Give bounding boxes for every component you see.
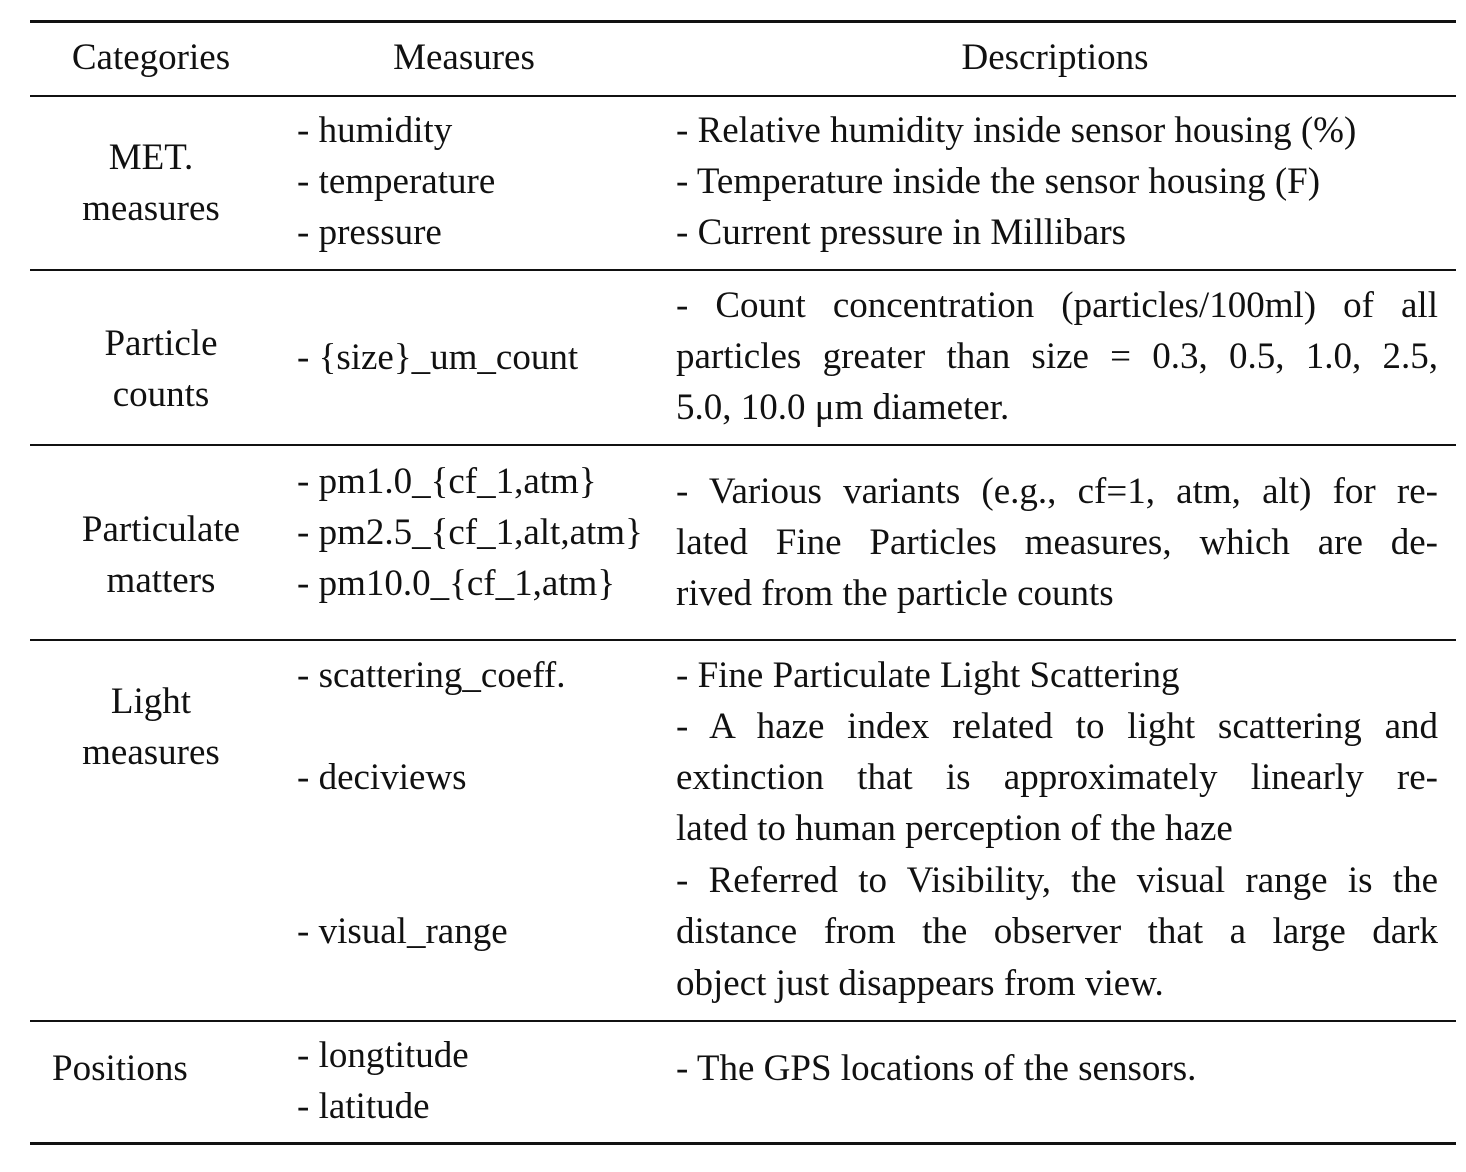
description-cell: - A haze index related to light scattering and [676,706,1438,747]
category-cell: measures [82,732,220,773]
description-cell: - Fine Particulate Light Scattering [676,655,1180,696]
description-cell: - Count concentration (particles/100ml) of all [676,285,1438,326]
measure-cell: - pm2.5_{cf_1,alt,atm} [297,512,643,553]
header-categories: Categories [71,37,231,78]
measure-cell: - temperature [297,161,496,202]
measure-cell: - deciviews [297,757,467,798]
description-cell: - Relative humidity inside sensor housing (%) [676,110,1357,151]
description-cell: particles greater than size = 0.3, 0.5, 1.0, 2.5, [676,336,1438,377]
category-cell: matters [106,560,216,601]
measure-cell: - pressure [297,212,442,253]
category-cell: Particle [104,323,218,364]
description-cell: extinction that is approximately linearly re- [676,757,1438,798]
measure-cell: - visual_range [297,911,508,952]
header-rule [30,95,1456,97]
measure-cell: - {size}_um_count [297,337,579,378]
header-measures: Measures [393,37,535,78]
category-cell: counts [112,374,210,415]
description-cell: - Temperature inside the sensor housing (F) [676,161,1321,202]
top-rule [30,20,1456,23]
category-cell: Positions [52,1048,188,1089]
description-cell: lated Fine Particles measures, which are de- [676,522,1438,563]
row-rule [30,269,1456,271]
description-cell: - Current pressure in Millibars [676,212,1127,253]
description-cell: lated to human perception of the haze [676,808,1233,849]
description-cell: rived from the particle counts [676,573,1114,614]
description-cell: distance from the observer that a large dark [676,911,1438,952]
description-cell: - Various variants (e.g., cf=1, atm, alt) for re- [676,471,1438,512]
measure-cell: - humidity [297,110,453,151]
row-rule [30,1020,1456,1022]
description-cell: - The GPS locations of the sensors. [676,1048,1197,1089]
category-cell: measures [82,188,220,229]
description-cell: 5.0, 10.0 μm diameter. [676,387,1010,428]
measure-cell: - latitude [297,1086,430,1127]
measure-cell: - longtitude [297,1035,469,1076]
category-cell: Particulate [81,509,241,550]
measure-cell: - pm1.0_{cf_1,atm} [297,461,597,502]
category-cell: Light [110,681,192,722]
category-cell: MET. [108,137,194,178]
measure-cell: - pm10.0_{cf_1,atm} [297,563,616,604]
row-rule [30,444,1456,446]
header-descriptions: Descriptions [961,37,1149,78]
bottom-rule [30,1142,1456,1145]
measure-cell: - scattering_coeff. [297,655,566,696]
description-cell: object just disappears from view. [676,963,1164,1004]
row-rule [30,639,1456,641]
description-cell: - Referred to Visibility, the visual range is the [676,860,1438,901]
